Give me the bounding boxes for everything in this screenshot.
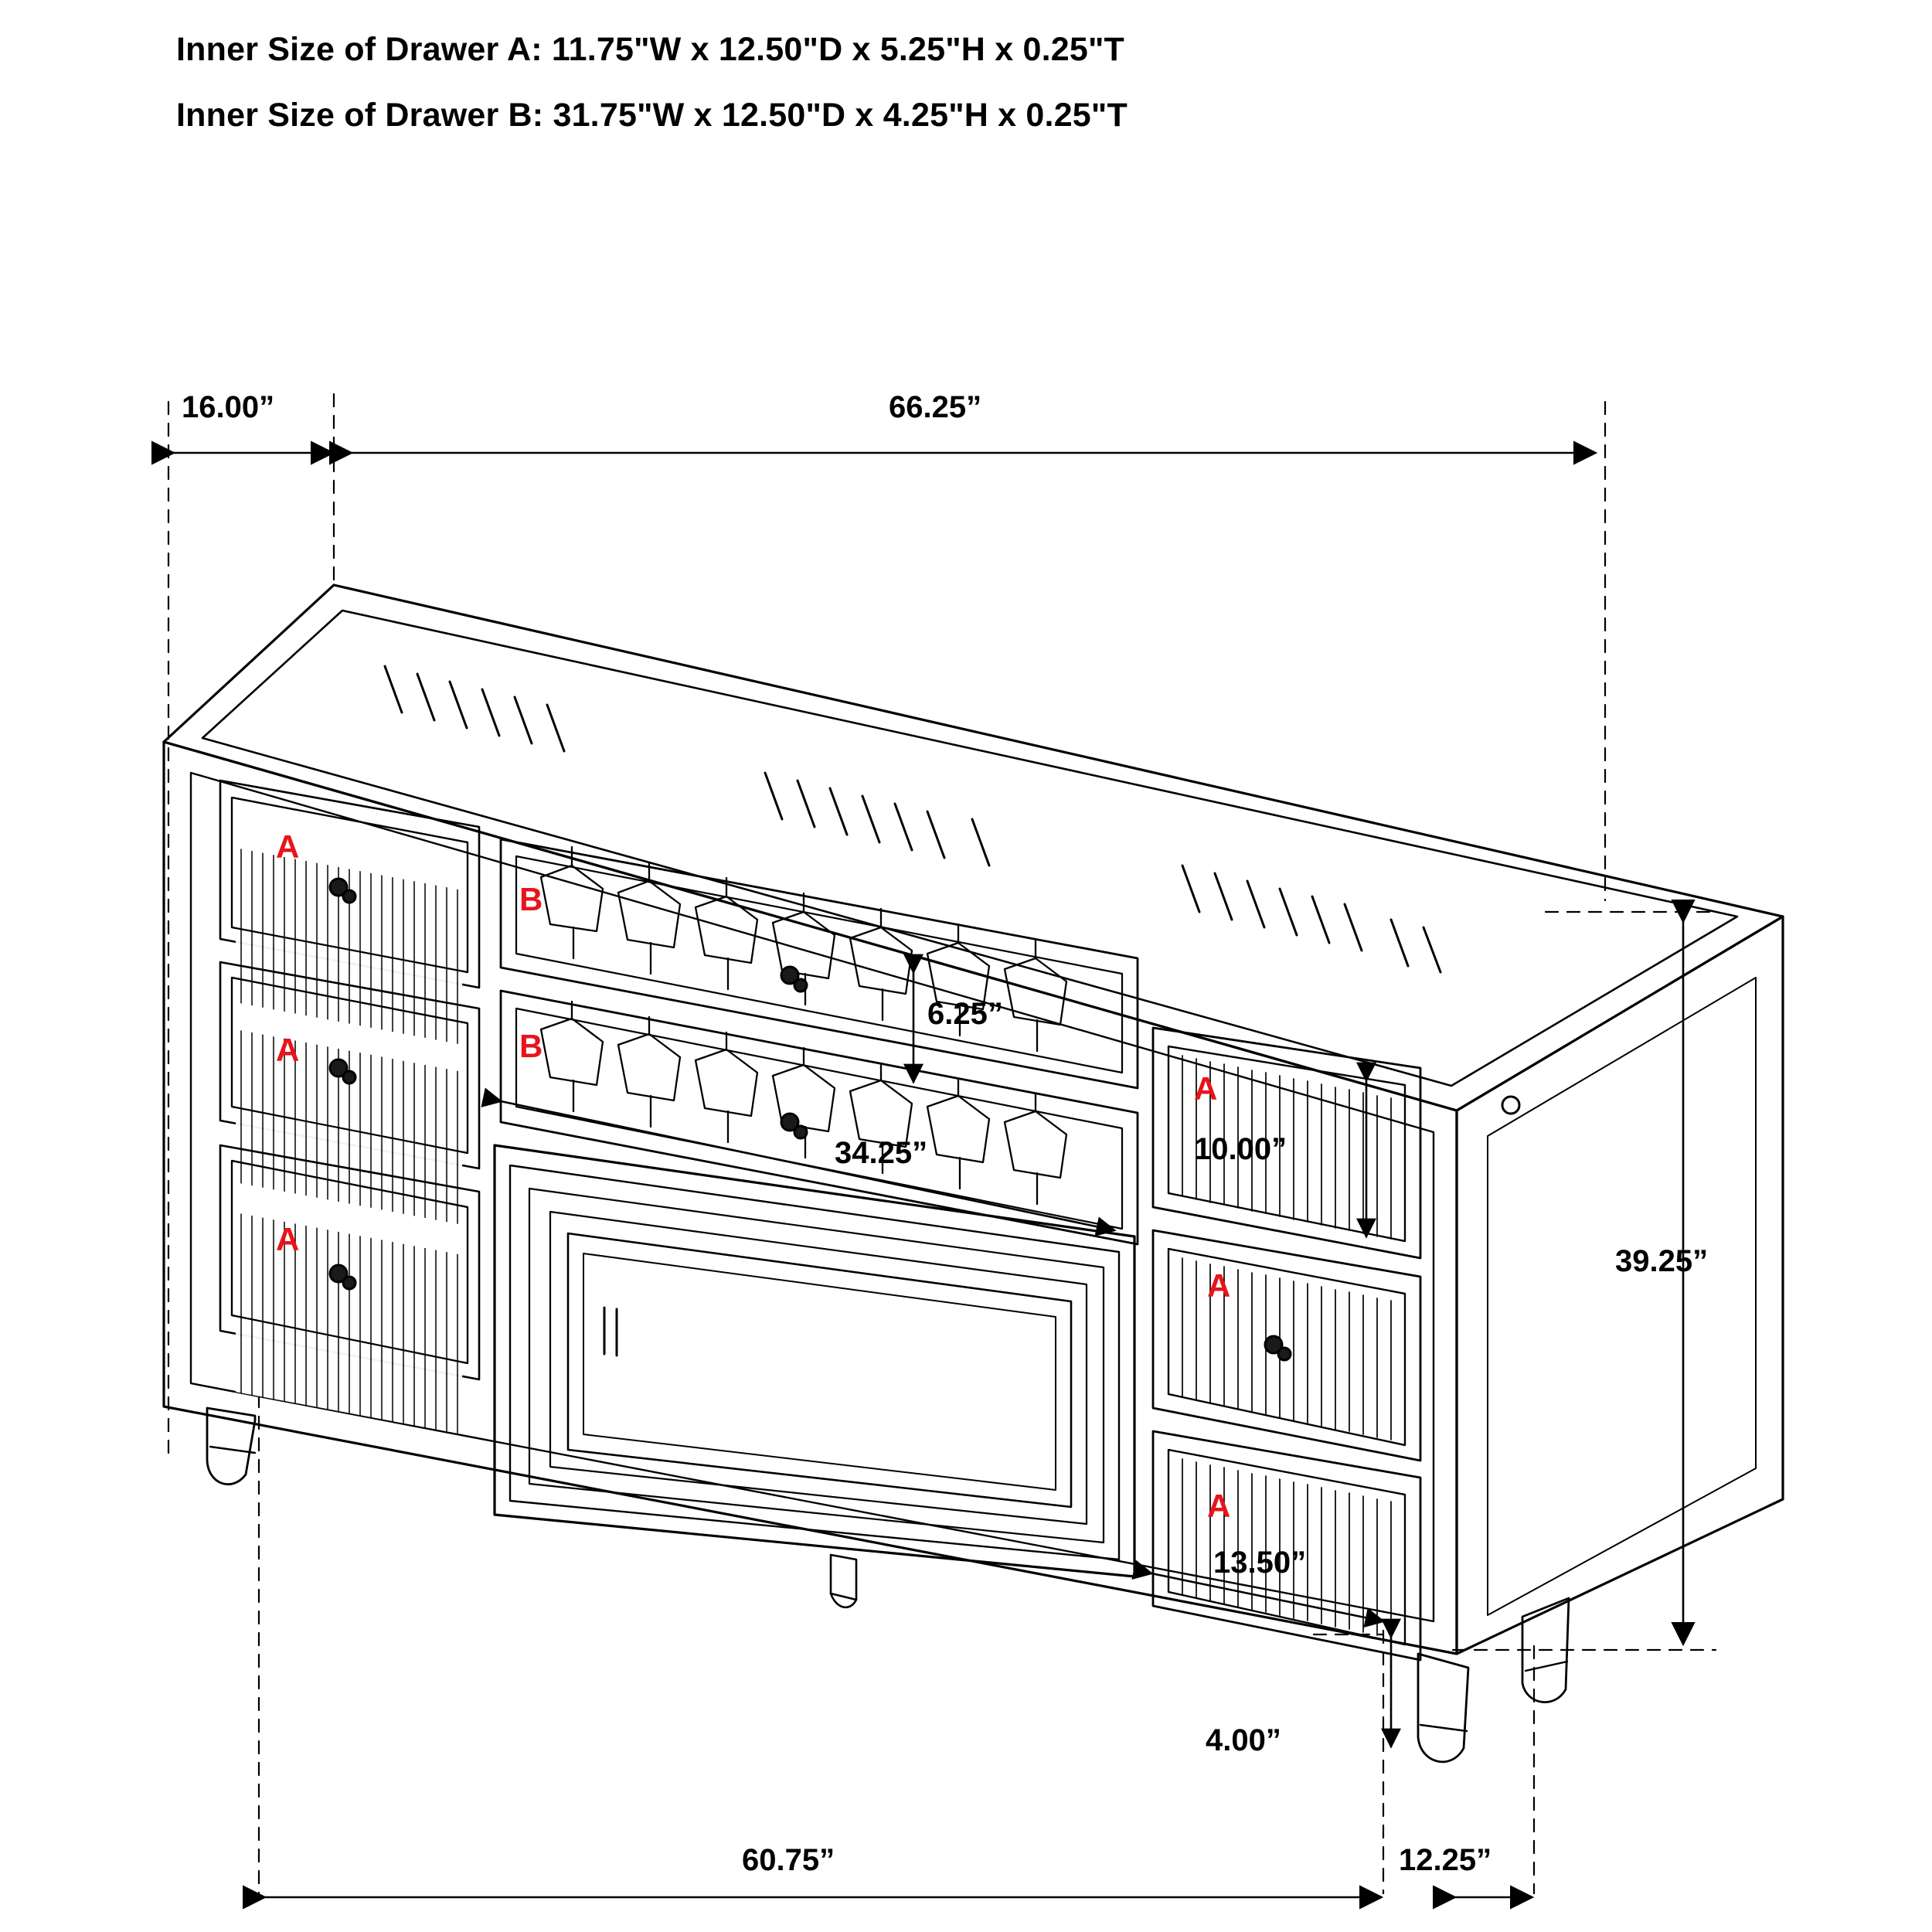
dimension-label-width-bottom: 60.75” bbox=[742, 1843, 835, 1877]
dimension-label-depth-top: 16.00” bbox=[182, 390, 275, 424]
drawer-tag-b-2: B bbox=[519, 1028, 543, 1064]
drawer-tag-a-right-1: A bbox=[1194, 1070, 1218, 1107]
note-drawer-b: Inner Size of Drawer B: 31.75"W x 12.50"D x 4.25"H x 0.25"T bbox=[176, 97, 1128, 134]
drawer-tag-a-left-3: A bbox=[276, 1221, 300, 1257]
drawer-tag-a-right-2: A bbox=[1207, 1267, 1231, 1304]
dimension-label-drawer-a-height: 10.00” bbox=[1194, 1132, 1287, 1166]
note-drawer-a: Inner Size of Drawer A: 11.75"W x 12.50"D x 5.25"H x 0.25"T bbox=[176, 31, 1125, 68]
drawer-tag-a-left-2: A bbox=[276, 1032, 300, 1068]
drawer-tag-b-1: B bbox=[519, 881, 543, 917]
dimension-label-height-right: 39.25” bbox=[1615, 1244, 1709, 1278]
drawer-tag-a-left-1: A bbox=[276, 828, 300, 865]
drawer-tag-a-right-3: A bbox=[1207, 1488, 1231, 1524]
dimension-label-leg-height: 4.00” bbox=[1206, 1723, 1281, 1757]
dimension-label-width-top: 66.25” bbox=[889, 390, 982, 424]
dimension-label-drawer-b-height: 6.25” bbox=[927, 997, 1003, 1031]
dimension-label-drawer-b-width: 34.25” bbox=[835, 1136, 928, 1170]
dimension-label-depth-bottom: 12.25” bbox=[1399, 1843, 1492, 1877]
dimension-label-drawer-a-width: 13.50” bbox=[1213, 1546, 1307, 1580]
